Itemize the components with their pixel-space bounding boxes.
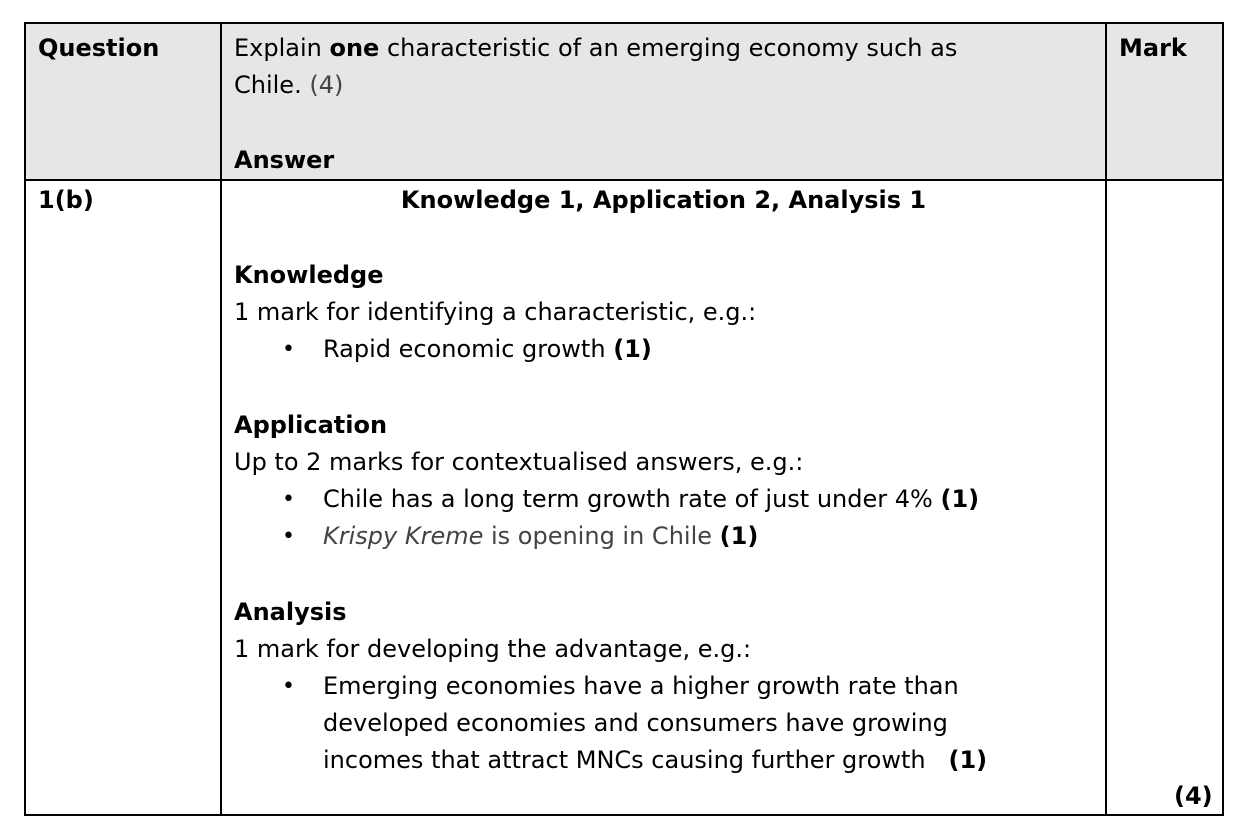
application-intro: Up to 2 marks for contextualised answers, e.g.: xyxy=(234,448,804,476)
bullet-icon: • xyxy=(282,487,295,512)
application-heading: Application xyxy=(234,411,388,439)
analysis-bullet-line3: incomes that attract MNCs causing further growth (1) xyxy=(323,746,988,774)
bullet-icon: • xyxy=(282,674,295,699)
analysis-bullet-line2: developed economies and consumers have growing xyxy=(323,709,948,737)
question-text: Explain one characteristic of an emerging economy such as xyxy=(234,34,958,62)
application-bullet-2: Krispy Kreme is opening in Chile (1) xyxy=(323,522,759,550)
question-number: 1(b) xyxy=(38,186,94,214)
total-mark: (4) xyxy=(1174,782,1213,810)
mark-scheme-table xyxy=(24,22,1224,816)
bullet-icon: • xyxy=(282,337,295,362)
answer-header: Answer xyxy=(234,146,335,174)
analysis-heading: Analysis xyxy=(234,598,347,626)
knowledge-heading: Knowledge xyxy=(234,261,384,289)
mark-allocation-summary: Knowledge 1, Application 2, Analysis 1 xyxy=(400,186,927,214)
question-header: Question xyxy=(38,34,160,62)
bullet-icon: • xyxy=(282,524,295,549)
knowledge-intro: 1 mark for identifying a characteristic, e.g.: xyxy=(234,298,757,326)
question-text-line2: Chile. (4) xyxy=(234,71,344,99)
column-divider xyxy=(1105,24,1107,814)
column-divider xyxy=(220,24,222,814)
row-divider xyxy=(26,179,1222,181)
mark-header: Mark xyxy=(1119,34,1187,62)
analysis-intro: 1 mark for developing the advantage, e.g.: xyxy=(234,635,752,663)
knowledge-bullet: Rapid economic growth (1) xyxy=(323,335,652,363)
application-bullet-1: Chile has a long term growth rate of just under 4% (1) xyxy=(323,485,980,513)
analysis-bullet-line1: Emerging economies have a higher growth rate than xyxy=(323,672,959,700)
question-marks: (4) xyxy=(309,71,344,99)
